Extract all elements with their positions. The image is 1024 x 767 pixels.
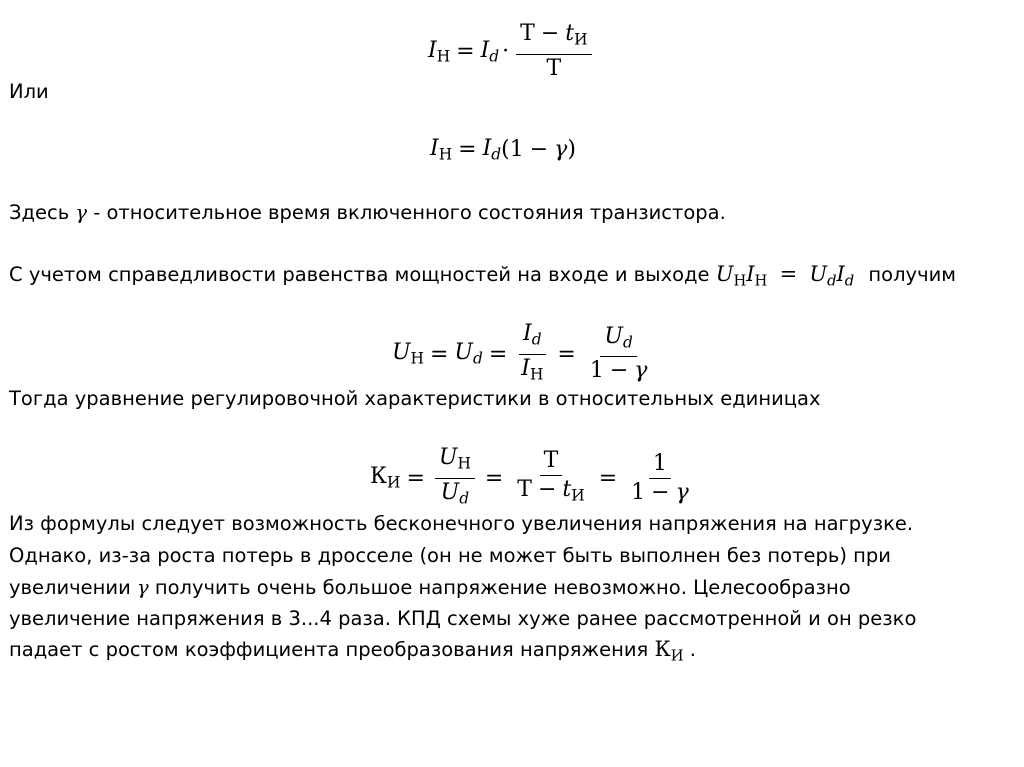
paragraph-line-5: падает с ростом коэффициента преобразования напряжения $К_И$ . [9,637,696,665]
eq1-fraction: $\frac{Т - t_И}{Т}$ [516,20,591,83]
text-zdes: Здесь γ - относительное время включенного состояния транзистора. [9,201,726,224]
equation-3: $U_Н$ = $U_d$ = $\frac{I_d}{I_Н}$ = $\frac{U_d}{1 - \gamma}$ [392,321,648,384]
equation-1: $I_Н$ = $I_d$ · $\frac{Т - t_И}{Т}$ [428,20,596,83]
text-ili: Или [9,80,49,103]
paragraph-line-2: Однако, из-за роста потерь в дросселе (он не может быть выполнен без потерь) при [9,544,891,567]
eq1-lhs: $I_Н$ [428,37,451,66]
equation-2: $I_Н$ = $I_d$ ( 1 − γ ) [430,136,576,164]
paragraph-line-1: Из формулы следует возможность бесконечного увеличения напряжения на нагрузке. [9,512,914,535]
text-togda: Тогда уравнение регулировочной характеристики в относительных единицах [9,387,821,410]
text-s-uchetom: С учетом справедливости равенства мощностей на входе и выходе $U_НI_Н = U_dI_d$ получим [9,262,956,290]
paragraph-line-4: увеличение напряжения в 3...4 раза. КПД схемы хуже ранее рассмотренной и он резко [9,607,917,630]
equation-4: $К_И$ = $\frac{U_Н}{U_d}$ = $\frac{Т}{Т - t_И}$ = $\frac{1}{1 - \gamma}$ [370,445,689,508]
paragraph-line-3: увеличении γ получить очень большое напряжение невозможно. Целесообразно [9,576,851,599]
